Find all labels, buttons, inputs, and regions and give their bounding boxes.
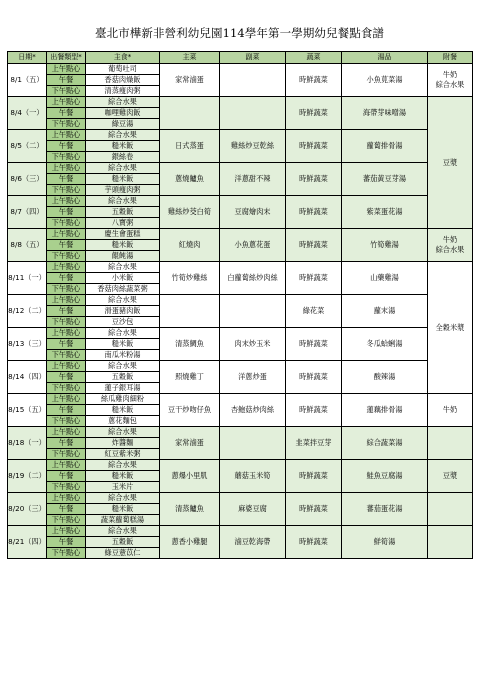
side-dish-cell: 蘑菇玉米筍	[220, 460, 286, 493]
table-row	[8, 427, 473, 438]
side-dish-cell: 洋蔥炒蛋	[220, 361, 286, 394]
meal-type-cell: 下午點心	[47, 152, 86, 163]
meal-type-cell: 上午點心	[47, 526, 86, 537]
vegetable-cell: 綠花菜	[286, 295, 342, 328]
soup-cell: 蘿蔔排骨湯	[342, 130, 428, 163]
staple-cell: 綜合水果	[86, 262, 160, 273]
table-row	[8, 361, 473, 372]
vegetable-cell: 韭菜拌豆芽	[286, 427, 342, 460]
header-date: 日期*	[8, 52, 47, 64]
main-dish-cell: 紅燒肉	[160, 229, 220, 262]
meal-type-cell: 下午點心	[47, 449, 86, 460]
soup-cell: 酸辣湯	[342, 361, 428, 394]
soup-cell: 紫菜蛋花湯	[342, 196, 428, 229]
header-staple: 主食*	[86, 52, 160, 64]
meal-type-cell: 下午點心	[47, 218, 86, 229]
soup-cell: 鮮筍湯	[342, 526, 428, 559]
extra-cell	[428, 493, 473, 526]
date-cell: 8/6（三）	[8, 163, 47, 196]
staple-cell: 芋頭瘦肉粥	[86, 185, 160, 196]
meal-type-cell: 午餐	[47, 174, 86, 185]
table-row	[8, 262, 473, 273]
meal-type-cell: 上午點心	[47, 196, 86, 207]
table-row	[8, 229, 473, 240]
header-soup: 湯品	[342, 52, 428, 64]
staple-cell: 綜合水果	[86, 526, 160, 537]
meal-type-cell: 上午點心	[47, 427, 86, 438]
staple-cell: 糙米飯	[86, 339, 160, 350]
meal-type-cell: 上午點心	[47, 361, 86, 372]
date-cell: 8/18（一）	[8, 427, 47, 460]
staple-cell: 糙米飯	[86, 141, 160, 152]
vegetable-cell: 時鮮蔬菜	[286, 196, 342, 229]
staple-cell: 糙米飯	[86, 405, 160, 416]
staple-cell: 綠豆薏苡仁	[86, 548, 160, 559]
soup-cell: 蓮藕排骨湯	[342, 394, 428, 427]
meal-type-cell: 下午點心	[47, 515, 86, 526]
table-row	[8, 97, 473, 108]
staple-cell: 絲瓜雞肉細粉	[86, 394, 160, 405]
staple-cell: 綜合水果	[86, 97, 160, 108]
menu-body	[8, 64, 473, 559]
main-dish-cell: 雞絲炒茭白筍	[160, 196, 220, 229]
staple-cell: 綜合水果	[86, 163, 160, 174]
staple-cell: 綜合水果	[86, 361, 160, 372]
staple-cell: 糙米飯	[86, 471, 160, 482]
extra-cell: 牛奶 綜合水果	[428, 64, 473, 97]
date-cell: 8/19（二）	[8, 460, 47, 493]
main-dish-cell	[160, 97, 220, 130]
soup-cell: 竹筍雞湯	[342, 229, 428, 262]
staple-cell: 五穀飯	[86, 537, 160, 548]
staple-cell: 綜合水果	[86, 295, 160, 306]
meal-type-cell: 午餐	[47, 108, 86, 119]
meal-type-cell: 下午點心	[47, 185, 86, 196]
side-dish-cell: 白蘿蔔絲炒肉絲	[220, 262, 286, 295]
vegetable-cell: 時鮮蔬菜	[286, 526, 342, 559]
meal-type-cell: 上午點心	[47, 328, 86, 339]
date-cell: 8/11（一）	[8, 262, 47, 295]
main-dish-cell: 蔥爆小里肌	[160, 460, 220, 493]
date-cell: 8/12（二）	[8, 295, 47, 328]
staple-cell: 蔬菜蘿蔔糕湯	[86, 515, 160, 526]
main-dish-cell: 竹筍炒雞絲	[160, 262, 220, 295]
extra-cell: 牛奶 綜合水果	[428, 229, 473, 262]
date-cell: 8/21（四）	[8, 526, 47, 559]
side-dish-cell: 滷豆乾海帶	[220, 526, 286, 559]
meal-type-cell: 午餐	[47, 141, 86, 152]
table-row	[8, 493, 473, 504]
staple-cell: 清蒸瘦肉粥	[86, 86, 160, 97]
meal-type-cell: 上午點心	[47, 130, 86, 141]
date-cell: 8/5（二）	[8, 130, 47, 163]
meal-type-cell: 午餐	[47, 306, 86, 317]
date-cell: 8/1（五）	[8, 64, 47, 97]
staple-cell: 玉米片	[86, 482, 160, 493]
meal-type-cell: 上午點心	[47, 163, 86, 174]
vegetable-cell: 時鮮蔬菜	[286, 262, 342, 295]
meal-type-cell: 午餐	[47, 504, 86, 515]
staple-cell: 五穀飯	[86, 207, 160, 218]
main-dish-cell	[160, 295, 220, 328]
date-cell: 8/4（一）	[8, 97, 47, 130]
meal-type-cell: 上午點心	[47, 460, 86, 471]
header-vegetable: 蔬菜	[286, 52, 342, 64]
vegetable-cell: 時鮮蔬菜	[286, 229, 342, 262]
soup-cell: 山藥雞湯	[342, 262, 428, 295]
meal-type-cell: 下午點心	[47, 383, 86, 394]
soup-cell: 鮭魚豆腐湯	[342, 460, 428, 493]
table-row	[8, 295, 473, 306]
staple-cell: 南瓜米粉湯	[86, 350, 160, 361]
staple-cell: 綠豆湯	[86, 119, 160, 130]
staple-cell: 紅豆紫米粥	[86, 449, 160, 460]
header-row	[8, 52, 473, 64]
staple-cell: 銀絲卷	[86, 152, 160, 163]
vegetable-cell: 時鮮蔬菜	[286, 328, 342, 361]
table-row	[8, 526, 473, 537]
side-dish-cell: 杏鮑菇炒肉絲	[220, 394, 286, 427]
date-cell: 8/8（五）	[8, 229, 47, 262]
table-row	[8, 130, 473, 141]
meal-type-cell: 下午點心	[47, 350, 86, 361]
main-dish-cell: 蔥燒鱸魚	[160, 163, 220, 196]
staple-cell: 糙米飯	[86, 504, 160, 515]
side-dish-cell	[220, 295, 286, 328]
staple-cell: 綜合水果	[86, 328, 160, 339]
meal-type-cell: 上午點心	[47, 394, 86, 405]
meal-type-cell: 午餐	[47, 339, 86, 350]
table-row	[8, 163, 473, 174]
staple-cell: 糙米飯	[86, 240, 160, 251]
table-row	[8, 394, 473, 405]
vegetable-cell: 時鮮蔬菜	[286, 361, 342, 394]
staple-cell: 香菇肉絲蔬菜粥	[86, 284, 160, 295]
staple-cell: 餛飩湯	[86, 251, 160, 262]
meal-type-cell: 下午點心	[47, 548, 86, 559]
meal-type-cell: 上午點心	[47, 229, 86, 240]
meal-type-cell: 午餐	[47, 207, 86, 218]
side-dish-cell: 雞絲炒豆乾絲	[220, 130, 286, 163]
soup-cell: 綜合蔬菜湯	[342, 427, 428, 460]
side-dish-cell: 小魚蔥花蛋	[220, 229, 286, 262]
staple-cell: 豆沙包	[86, 317, 160, 328]
header-main-dish: 主菜	[160, 52, 220, 64]
extra-cell: 全穀米漿	[428, 262, 473, 394]
meal-type-cell: 上午點心	[47, 295, 86, 306]
side-dish-cell: 麻婆豆腐	[220, 493, 286, 526]
meal-type-cell: 午餐	[47, 75, 86, 86]
date-cell: 8/15（五）	[8, 394, 47, 427]
side-dish-cell	[220, 64, 286, 97]
vegetable-cell: 時鮮蔬菜	[286, 493, 342, 526]
meal-type-cell: 下午點心	[47, 416, 86, 427]
table-row	[8, 460, 473, 471]
main-dish-cell: 家常滷蛋	[160, 64, 220, 97]
extra-cell	[428, 526, 473, 559]
vegetable-cell: 時鮮蔬菜	[286, 460, 342, 493]
meal-type-cell: 上午點心	[47, 97, 86, 108]
staple-cell: 蔥花麵包	[86, 416, 160, 427]
meal-type-cell: 午餐	[47, 273, 86, 284]
main-dish-cell: 日式蒸蛋	[160, 130, 220, 163]
extra-cell: 牛奶	[428, 394, 473, 427]
meal-type-cell: 午餐	[47, 471, 86, 482]
meal-type-cell: 午餐	[47, 240, 86, 251]
page-title: 臺北市樺新非營利幼兒園114學年第一學期幼兒餐點食譜	[94, 26, 385, 40]
main-dish-cell: 家常滷蛋	[160, 427, 220, 460]
header-side-dish: 副菜	[220, 52, 286, 64]
date-cell: 8/20（三）	[8, 493, 47, 526]
meal-type-cell: 上午點心	[47, 64, 86, 75]
vegetable-cell: 時鮮蔬菜	[286, 394, 342, 427]
staple-cell: 香菇肉燥飯	[86, 75, 160, 86]
staple-cell: 五穀飯	[86, 372, 160, 383]
meal-type-cell: 午餐	[47, 537, 86, 548]
staple-cell: 糙米飯	[86, 174, 160, 185]
date-cell: 8/14（四）	[8, 361, 47, 394]
main-dish-cell: 蔥香小雞腿	[160, 526, 220, 559]
staple-cell: 滑蛋豬肉飯	[86, 306, 160, 317]
side-dish-cell	[220, 97, 286, 130]
vegetable-cell: 時鮮蔬菜	[286, 64, 342, 97]
main-dish-cell: 清蒸鯛魚	[160, 328, 220, 361]
menu-table	[7, 51, 473, 559]
side-dish-cell	[220, 427, 286, 460]
soup-cell: 蕃茄蛋花湯	[342, 493, 428, 526]
soup-cell: 蕃茄黃豆芽湯	[342, 163, 428, 196]
staple-cell: 綜合水果	[86, 427, 160, 438]
meal-type-cell: 上午點心	[47, 262, 86, 273]
meal-type-cell: 下午點心	[47, 482, 86, 493]
meal-type-cell: 午餐	[47, 372, 86, 383]
vegetable-cell: 時鮮蔬菜	[286, 163, 342, 196]
table-row	[8, 196, 473, 207]
vegetable-cell: 時鮮蔬菜	[286, 97, 342, 130]
main-dish-cell: 照燒雞丁	[160, 361, 220, 394]
staple-cell: 綜合水果	[86, 493, 160, 504]
meal-type-cell: 下午點心	[47, 86, 86, 97]
extra-cell: 豆漿	[428, 97, 473, 229]
soup-cell: 小魚莧菜湯	[342, 64, 428, 97]
soup-cell: 海帶芽味噌湯	[342, 97, 428, 130]
staple-cell: 咖哩雞肉飯	[86, 108, 160, 119]
extra-cell	[428, 427, 473, 460]
side-dish-cell: 肉末炒玉米	[220, 328, 286, 361]
extra-cell: 豆漿	[428, 460, 473, 493]
soup-cell: 冬瓜蛤蜊湯	[342, 328, 428, 361]
staple-cell: 綜合水果	[86, 460, 160, 471]
staple-cell: 蓮子銀耳湯	[86, 383, 160, 394]
header-meal-type: 出餐類型*	[47, 52, 86, 64]
side-dish-cell: 豆腐燴肉末	[220, 196, 286, 229]
side-dish-cell: 洋蔥甜不辣	[220, 163, 286, 196]
meal-type-cell: 下午點心	[47, 317, 86, 328]
meal-type-cell: 下午點心	[47, 284, 86, 295]
table-row	[8, 328, 473, 339]
meal-type-cell: 下午點心	[47, 119, 86, 130]
date-cell: 8/7（四）	[8, 196, 47, 229]
staple-cell: 葡萄吐司	[86, 64, 160, 75]
staple-cell: 綜合水果	[86, 196, 160, 207]
staple-cell: 炸醬麵	[86, 438, 160, 449]
meal-type-cell: 上午點心	[47, 493, 86, 504]
staple-cell: 八寶粥	[86, 218, 160, 229]
date-cell: 8/13（三）	[8, 328, 47, 361]
vegetable-cell: 時鮮蔬菜	[286, 130, 342, 163]
main-dish-cell: 清蒸鱸魚	[160, 493, 220, 526]
header-extra: 附餐	[428, 52, 473, 64]
meal-type-cell: 午餐	[47, 438, 86, 449]
meal-type-cell: 午餐	[47, 405, 86, 416]
staple-cell: 慶生會蛋糕	[86, 229, 160, 240]
table-row	[8, 64, 473, 75]
soup-cell: 蘿末湯	[342, 295, 428, 328]
meal-type-cell: 下午點心	[47, 251, 86, 262]
main-dish-cell: 豆干炒吻仔魚	[160, 394, 220, 427]
staple-cell: 綜合水果	[86, 130, 160, 141]
staple-cell: 小米飯	[86, 273, 160, 284]
